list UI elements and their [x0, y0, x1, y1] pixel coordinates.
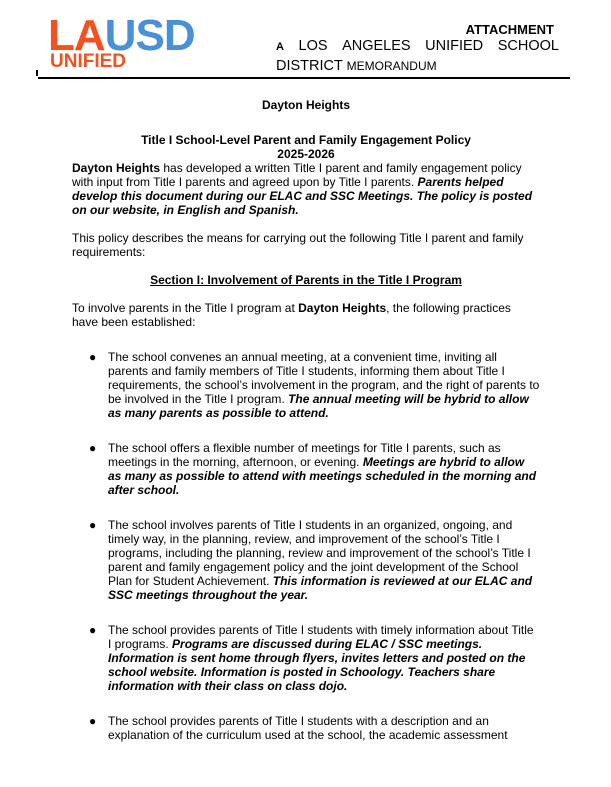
- memo-heading: [276, 37, 559, 76]
- item-emphasis: This information is reviewed at our ELAC and SSC meetings throughout the year.: [108, 574, 533, 602]
- list-item: [72, 623, 540, 693]
- item-emphasis: Programs are discussed during ELAC / SSC meetings. Information is sent home through flyers, invites letters and posted on the school website. Information is posted in Schoology. Teachers share information with their class on class dojo.: [108, 637, 526, 693]
- involve-school: Dayton Heights: [298, 301, 387, 315]
- bullet-icon: ●: [89, 518, 97, 532]
- policy-year: 2025-2026: [277, 147, 335, 161]
- logo-letter-a: A: [73, 11, 105, 60]
- section-heading: Section I: Involvement of Parents in the Title I Program: [150, 273, 462, 287]
- attachment-label: ATTACHMENT: [465, 22, 554, 37]
- practices-list: [72, 350, 540, 742]
- item-text: The school provides parents of Title I students with a description and an explanation of the curriculum used at the school, the academic assessment: [108, 714, 508, 742]
- memo-word-unified: UNIFIED: [425, 38, 484, 54]
- bullet-icon: ●: [89, 623, 97, 637]
- intro-paragraph: [72, 161, 540, 217]
- document-body: [72, 98, 540, 742]
- intro-text: has developed a written Title I parent and family engagement policy with input from Title I parents and agreed upon by Title I parents.: [72, 161, 522, 189]
- item-text: The school convenes an annual meeting, at a convenient time, inviting all parents and family members of Title I students, informing them about Title I requirements, the school’s involvement in the program, and the right of parents to be involved in the Title I program.: [108, 350, 540, 406]
- memo-word-angeles: ANGELES: [342, 38, 411, 54]
- bullet-icon: ●: [89, 350, 97, 364]
- memo-word-memorandum: MEMORANDUM: [346, 59, 437, 73]
- intro-school: Dayton Heights: [72, 161, 161, 175]
- header-tick: [36, 70, 38, 76]
- lausd-logo: [48, 11, 228, 72]
- memo-word-a: A: [276, 41, 284, 53]
- means-paragraph: This policy describes the means for carrying out the following Title I parent and family requirements:: [72, 231, 524, 259]
- memo-word-los: LOS: [298, 38, 328, 54]
- logo-letter-d: D: [163, 11, 195, 60]
- list-item: [72, 350, 540, 420]
- policy-title: Title I School-Level Parent and Family Engagement Policy: [141, 133, 471, 147]
- item-text: The school provides parents of Title I students with timely information about Title I programs.: [108, 623, 534, 651]
- memo-word-school: SCHOOL: [497, 38, 559, 54]
- school-name: Dayton Heights: [261, 98, 350, 112]
- bullet-icon: ●: [89, 714, 97, 728]
- item-emphasis: The annual meeting will be hybrid to allow as many parents as possible to attend.: [108, 392, 529, 420]
- logo-letter-l: L: [48, 11, 74, 60]
- intro-emphasis: Parents helped develop this document during our ELAC and SSC Meetings. The policy is posted on our website, in English and Spanish.: [72, 175, 533, 217]
- involve-pre: To involve parents in the Title I program at: [72, 301, 299, 315]
- item-text: The school offers a flexible number of meetings for Title I parents, such as meetings in the morning, afternoon, or evening.: [108, 441, 501, 469]
- list-item: [72, 441, 540, 497]
- logo-letter-u: U: [104, 11, 136, 60]
- bullet-icon: ●: [89, 441, 97, 455]
- list-item: [72, 714, 540, 742]
- involve-paragraph: [72, 301, 540, 329]
- logo-letter-s: S: [135, 11, 164, 60]
- item-text: The school involves parents of Title I students in an organized, ongoing, and timely way, in the planning, review, and improvement of the school’s Title I programs, including the planning, review and improvement of the school’s Title I parent and family engagement policy and the joint development of the School Plan for Student Achievement.: [108, 518, 531, 588]
- involve-post: , the following practices have been established:: [72, 301, 511, 329]
- item-emphasis: Meetings are hybrid to allow as many as possible to attend with meetings scheduled in the morning and after school.: [108, 455, 537, 497]
- header-rule: [38, 77, 570, 79]
- list-item: [72, 518, 540, 602]
- memo-word-district: DISTRICT: [276, 58, 343, 74]
- logo-unified: UNIFIED: [50, 51, 126, 72]
